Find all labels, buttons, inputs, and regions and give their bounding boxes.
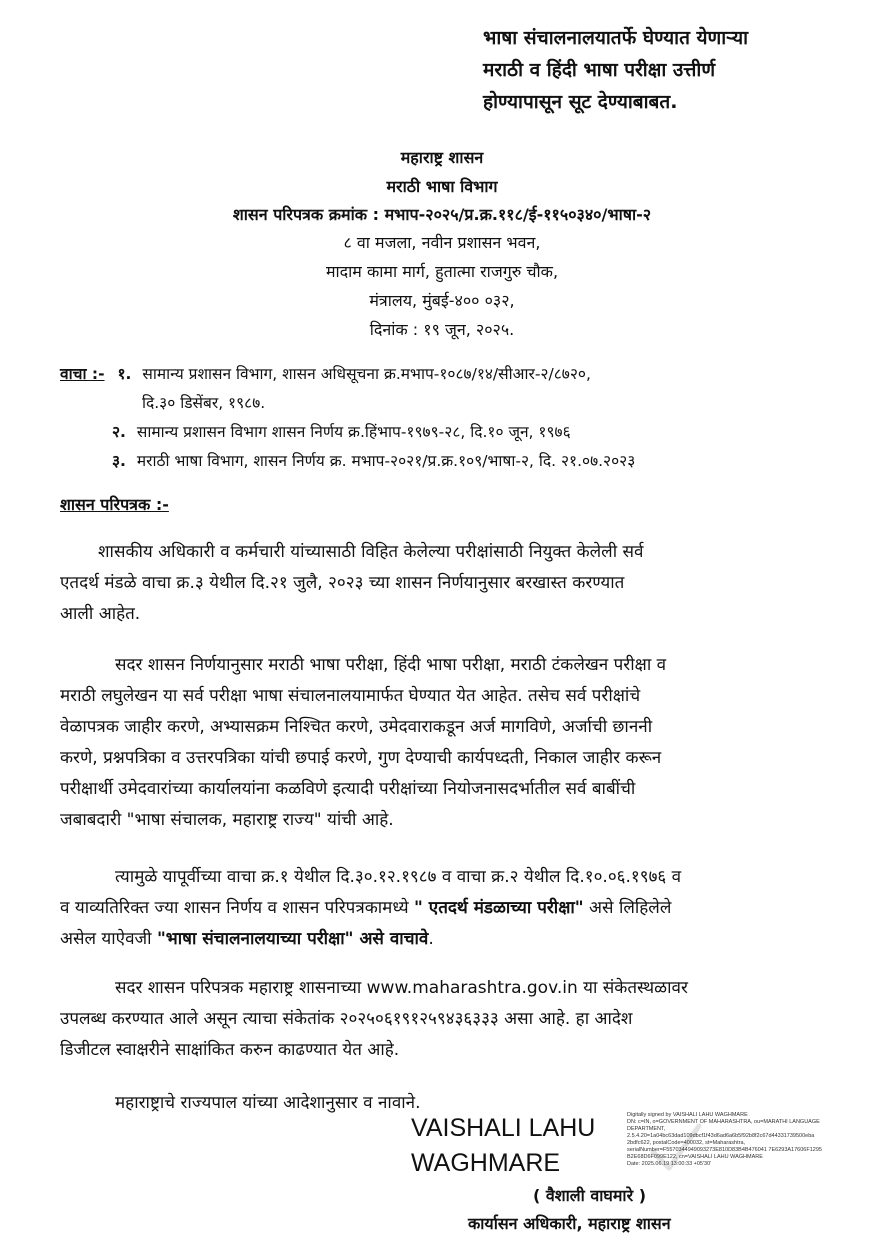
closing-line: महाराष्ट्राचे राज्यपाल यांच्या आदेशानुसार व नावाने. (115, 1093, 421, 1113)
reference-item: ३. मराठी भाषा विभाग, शासन निर्णय क्र. मभाप-२०२१/प्र.क्र.१०९/भाषा-२, दि. २१.०७.२०२३ (112, 452, 636, 470)
address-line: मंत्रालय, मुंबई-४०० ०३२, (369, 291, 515, 310)
paragraph-1: शासकीय अधिकारी व कर्मचारी यांच्यासाठी विहित केलेल्या परीक्षांसाठी नियुक्त केलेली सर्व एतदर्थ मंडळे वाचा क्र.३ येथील दि.२१ जुलै, २०२३ च्या शासन निर्णयानुसार बरखास्त करण्यात आली आहेत. (60, 542, 644, 624)
circular-number: शासन परिपत्रक क्रमांक : मभाप-२०२५/प्र.क्र.११८/ई-११५०३४०/भाषा-२ (232, 205, 652, 224)
address-line: ८ वा मजला, नवीन प्रशासन भवन, (343, 233, 541, 252)
paragraph-4: सदर शासन परिपत्रक महाराष्ट्र शासनाच्या www.maharashtra.gov.in या संकेतस्थळावर उपलब्ध करण्यात आले असून त्याचा संकेतांक २०२५०६१९१२५९४३६३३३ असा आहे. हा आदेश डिजीटल स्वाक्षरीने साक्षांकित करुन काढण्यात येत आहे. (60, 978, 688, 1060)
office-address (0, 228, 884, 344)
digital-signature-details: Digitally signed by VAISHALI LAHU WAGHMARE DN: c=IN, o=GOVERNMENT OF MAHARASHTRA, ou=MARATHI LANGUAGE DEPARTMENT, 2.5.4.20=1a04bc63dad109dbcf1f43d6ad6a6b5f92b8f2c67d44331739500eba 2bdfc622, postalCode=400032, st=Maharashtra, serialNumber=F5570344949093273E810D83B4B476041 7E6293A17606F1295 B2E68D6F099E122, cn=VAISHALI LAHU WAGHMARE Date: 2025.06.19 13:00:33 +05'30' (627, 1112, 822, 1167)
reference-item: वाचा :- १. सामान्य प्रशासन विभाग, शासन अधिसूचना क्र.मभाप-१०८७/१४/सीआर-२/८७२०, (60, 365, 591, 383)
paragraph-3: त्यामुळे यापूर्वीच्या वाचा क्र.१ येथील दि.३०.१२.१९८७ व वाचा क्र.२ येथील दि.१०.०६.१९७६ व व याव्यतिरिक्त ज्या शासन निर्णय व शासन परिपत्रकामध्ये " एतदर्थ मंडळाच्या परीक्षा" असे लिहिलेले असेल याऐवजी "भाषा संचालनालयाच्या परीक्षा" असे वाचावे. (60, 867, 682, 949)
subject-line: होण्यापासून सूट देण्याबाबत. (483, 91, 678, 113)
references-label: वाचा :- (60, 365, 105, 383)
signatory-name-line2: WAGHMARE (411, 1149, 561, 1177)
signatory-designation: कार्यासन अधिकारी, महाराष्ट्र शासन (468, 1214, 671, 1233)
references: वाचा :- १. सामान्य प्रशासन विभाग, शासन अधिसूचना क्र.मभाप-१०८७/१४/सीआर-२/८७२०, दि.३० डिसेंबर, १९८७. २. सामान्य प्रशासन विभाग शासन निर्णय क्र.हिंभाप-१९७९-२८, दि.१० जून, १९७६ ३. मराठी भाषा विभाग, शासन निर्णय क्र. मभाप-२०२१/प्र.क्र.१०९/भाषा-२, दि. २१.०७.२०२३ (60, 360, 850, 476)
subject-line: मराठी व हिंदी भाषा परीक्षा उत्तीर्ण (483, 59, 716, 81)
government-name: महाराष्ट्र शासन (400, 148, 484, 167)
reference-item: २. सामान्य प्रशासन विभाग शासन निर्णय क्र.हिंभाप-१९७९-२८, दि.१० जून, १९७६ (112, 423, 571, 441)
department-name: मराठी भाषा विभाग (386, 177, 498, 196)
circular-heading: शासन परिपत्रक :- (60, 495, 169, 514)
signatory-marathi-name: ( वैशाली वाघमारे ) (533, 1186, 647, 1205)
subject-line: भाषा संचालनालयातर्फे घेण्यात येणाऱ्या (483, 27, 749, 49)
subject-block (483, 22, 823, 118)
address-line: मादाम कामा मार्ग, हुतात्मा राजगुरु चौक, (325, 262, 559, 281)
paragraph-2: सदर शासन निर्णयानुसार मराठी भाषा परीक्षा, हिंदी भाषा परीक्षा, मराठी टंकलेखन परीक्षा व मराठी लघुलेखन या सर्व परीक्षा भाषा संचालनालयामार्फत घेण्यात येत आहेत. तसेच सर्व परीक्षांचे वेळापत्रक जाहीर करणे, अभ्यासक्रम निश्चित करणे, उमेदवाराकडून अर्ज मागविणे, अर्जाची छाननी करणे, प्रश्नपत्रिका व उत्तरपत्रिका यांची छपाई करणे, गुण देण्याची कार्यपध्दती, निकाल जाहीर करून परीक्षार्थी उमेदवारांच्या कार्यालयांना कळविणे इत्यादी परीक्षांच्या नियोजनासदर्भातील सर्व बाबींची जबाबदारी "भाषा संचालक, महाराष्ट्र राज्य" यांची आहे. (60, 655, 667, 830)
signatory-name-line1: VAISHALI LAHU (411, 1114, 596, 1142)
circular-date: दिनांक : १९ जून, २०२५. (369, 320, 515, 339)
